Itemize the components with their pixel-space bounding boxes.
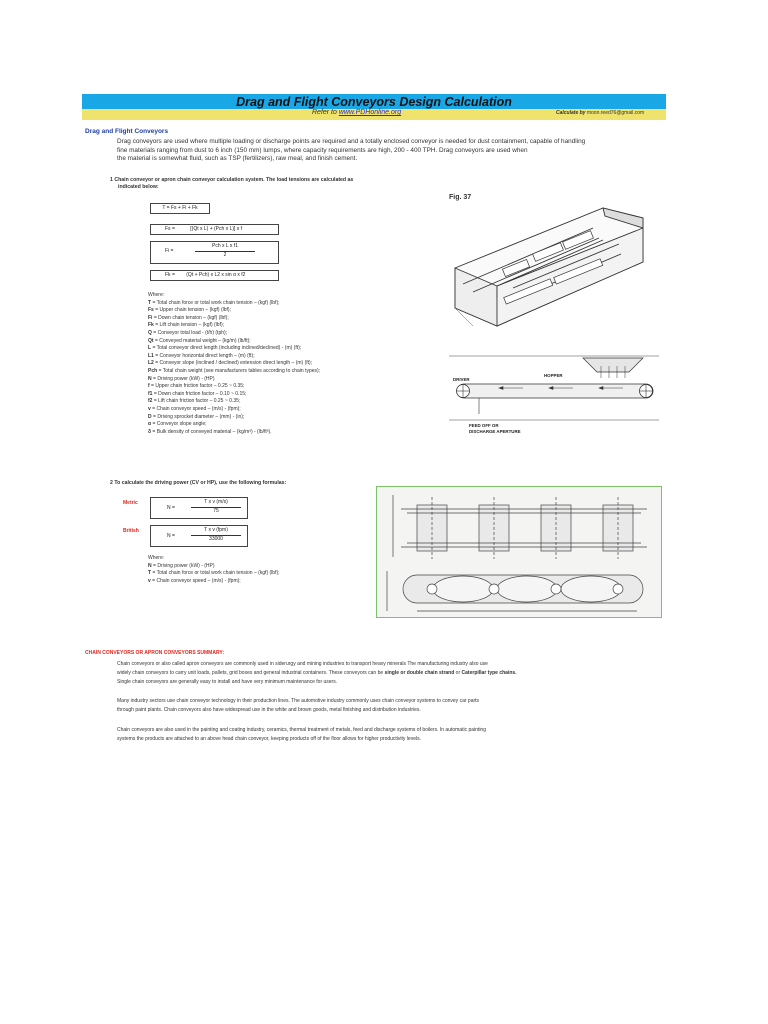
summary-line: through paint plants. Chain conveyors also have widespread use in the white and brown goods, metal finishing and distribution industries. <box>117 706 421 713</box>
definition-symbol: L <box>148 345 152 352</box>
definition-symbol: Fk <box>148 322 154 329</box>
intro-paragraph <box>117 138 657 164</box>
summary-line: Chain conveyors or also called apron conveyors are commonly used in siderurgy and mining industries to transport heavy minerals The manufacturing industry also use <box>117 661 488 667</box>
summary-text: widely chain conveyors to carry unit loads, pallets, grid boxes and general industrial containers. These conveyors can be <box>117 669 385 676</box>
section1-definitions <box>148 292 438 436</box>
british-num: T x v (fpm) <box>204 527 228 533</box>
definition-symbol: Fi <box>148 314 153 321</box>
definition-row <box>148 368 438 376</box>
section1-title <box>110 177 410 192</box>
definition-symbol: D <box>148 413 152 420</box>
definition-row <box>148 421 438 429</box>
definition-symbol: T <box>148 299 152 306</box>
intro-line: the material is somewhat fluid, such as TSP (fertilizers), raw meal, and finish cement. <box>117 155 358 163</box>
formula-total: T = Fs + Fi + Fk <box>150 203 210 214</box>
definition-symbol: δ <box>148 428 152 435</box>
definition-symbol: f2 <box>148 398 153 405</box>
chain-drawing <box>376 486 662 618</box>
metric-label: Metric <box>123 500 138 506</box>
definition-row <box>148 300 438 308</box>
refer-prefix: Refer to <box>312 109 337 116</box>
definition-row <box>148 360 438 368</box>
definition-symbol: N <box>148 375 152 382</box>
definition-row <box>148 330 438 338</box>
summary-paragraph-2 <box>117 697 677 715</box>
where-label: Where: <box>148 555 165 561</box>
definition-row <box>148 376 438 384</box>
definition-text: = Total chain force or total work chain tension – (kgf) (lbf); <box>151 570 280 577</box>
conveyor-figure <box>443 188 665 448</box>
summary-line: Chain conveyors are also used in the painting and coating industry, ceramics, thermal treatment of metals, feed and discharge systems of boilers. In automatic painting <box>117 727 486 733</box>
definition-symbol: Pch <box>148 367 158 374</box>
summary-paragraph-1 <box>117 660 677 686</box>
metric-den: 75 <box>213 508 219 514</box>
formula-fs <box>150 224 279 235</box>
summary-paragraph-3 <box>117 726 677 744</box>
definition-text: = Lift chain tension – (kgf) (lbf); <box>153 322 225 329</box>
definition-row <box>148 391 438 399</box>
definition-symbol: L1 <box>148 352 154 359</box>
definition-text: = Lift chain friction factor – 0.25 ~ 0.35; <box>152 398 241 405</box>
definition-text: = Down chain tension – (kgf) (lbf); <box>152 314 229 321</box>
formula-fi <box>150 241 279 264</box>
definition-row <box>148 345 438 353</box>
definition-symbol: v <box>148 405 151 412</box>
formula-british <box>150 525 248 547</box>
fs-expr: [(Qt x L) + (Pch x L)] x f <box>190 226 243 232</box>
summary-line: Many industry sectors use chain conveyor technology in their production lines. The automotive industry commonly uses chain conveyor systems to convey car parts <box>117 698 480 704</box>
where-label: Where: <box>148 292 165 298</box>
definition-row <box>148 353 438 361</box>
definition-row <box>148 338 438 346</box>
definition-symbol: N <box>148 562 152 569</box>
fig-label: Fig. 37 <box>449 194 472 201</box>
hopper-label: HOPPER <box>544 373 563 378</box>
summary-line: systems the products are attached to an above head chain conveyor, keeping products off of the floor allows for higher productivity levels. <box>117 735 421 742</box>
formula-fk <box>150 270 279 281</box>
summary-text: or <box>454 669 462 676</box>
refer-text <box>312 109 401 116</box>
definition-text: = Chain conveyor speed – (m/s) - (fpm); <box>150 405 241 412</box>
definition-text: = Driving power (kW) - (HP) <box>151 375 215 382</box>
definition-text: = Total chain force or total work chain tension – (kgf) (lbf); <box>151 299 280 306</box>
definition-text: = Total chain weight (see manufacturers tables according to chain types); <box>157 367 321 374</box>
section1-title-line: 1 Chain conveyor or apron chain conveyor calculation system. The load tensions are calculated as <box>110 177 354 183</box>
page-title: Drag and Flight Conveyors Design Calculation <box>236 95 512 109</box>
british-den: 33000 <box>209 536 223 542</box>
summary-line: Single chain conveyors are generally easy to install and have very minimum maintenance for users. <box>117 678 338 685</box>
discharge-label: DISCHARGE APERTURE <box>469 429 521 434</box>
definition-text: = Down chain friction factor – 0.10 ~ 0.15; <box>152 390 247 397</box>
definition-text: = Bulk density of conveyed material – (kg/m³) - (lb/ft³). <box>151 428 272 435</box>
summary-heading: CHAIN CONVEYORS OR APRON CONVEYORS SUMMARY: <box>85 650 224 656</box>
chain-link-diagram <box>377 487 661 617</box>
definition-text: = Conveyed material weight – (kg/m) (lb/ft); <box>153 337 251 344</box>
intro-line: Drag conveyors are used where multiple loading or discharge points are required and a totally enclosed conveyor is needed for dust containment, capable of handling <box>117 138 586 145</box>
definition-row <box>148 414 438 422</box>
fi-den: 2 <box>223 252 227 258</box>
british-label: British <box>123 528 139 534</box>
belt <box>457 384 653 398</box>
definition-text: = Upper chain tension – (kgf) (lbf); <box>153 307 231 314</box>
fk-label: Fk = <box>165 272 175 278</box>
definition-text: = Upper chain friction factor – 0.25 ~ 0.35; <box>149 383 245 390</box>
british-n-label: N = <box>167 533 175 539</box>
definition-row <box>148 398 438 406</box>
definition-symbol: Q <box>148 329 152 336</box>
definition-text: = Driving power (kW) - (HP) <box>151 562 215 569</box>
definition-symbol: Fs <box>148 307 154 314</box>
definition-text: = Conveyor slope (inclined / declined) extension direct length – (m) (ft); <box>153 360 313 367</box>
definition-symbol: α <box>148 421 152 428</box>
fi-label: Fi = <box>165 248 174 254</box>
fs-label: Fs = <box>165 226 175 232</box>
definition-row <box>148 383 438 391</box>
definition-row <box>148 406 438 414</box>
section2-title: 2 To calculate the driving power (CV or HP), use the following formulas: <box>110 480 287 486</box>
metric-n-label: N = <box>167 505 175 511</box>
metric-num: T x v (m/s) <box>204 499 228 505</box>
calc-label: Calculate by <box>556 110 586 116</box>
definition-text: = Conveyor total load - (t/h) (tph); <box>151 329 228 336</box>
definition-row <box>148 429 438 437</box>
calc-by <box>556 110 644 116</box>
intro-heading: Drag and Flight Conveyors <box>85 128 169 135</box>
definition-text: = Conveyor horizontal direct length – (m) (ft); <box>153 352 255 359</box>
summary-bold-caterpillar: Caterpillar type chains. <box>461 669 517 676</box>
definition-text: = Total conveyor direct length (including inclined/declined) - (m) (ft); <box>151 345 302 352</box>
definition-text: = Chain conveyor speed – (m/s) - (fpm); <box>150 577 241 584</box>
definition-symbol: f <box>148 383 150 390</box>
definition-row <box>148 315 438 323</box>
definition-symbol: v <box>148 577 151 584</box>
refer-bar <box>82 109 666 120</box>
definition-symbol: Qt <box>148 337 154 344</box>
fi-num: Pch x L x f1 <box>212 243 238 249</box>
fk-expr: (Qt + Pch) x L2 x sin α x f2 <box>186 272 246 278</box>
summary-bold-strand: single or double chain strand <box>384 669 455 676</box>
definition-text: = Driving sprocket diameter – (mm) - (in); <box>151 413 245 420</box>
section1-title-line: indicated below: <box>118 184 159 191</box>
refer-link[interactable]: www.PDHonline.org <box>338 109 402 116</box>
definition-row <box>148 322 438 330</box>
intro-line: fine materials ranging from dust to 6 inch (150 mm) lumps, where capacity requirements are high, 200 - 400 TPH. Drag conveyors are used when <box>117 146 528 154</box>
feed-off-label: FEED OFF OR <box>469 423 499 428</box>
definition-symbol: T <box>148 570 152 577</box>
definition-symbol: L2 <box>148 360 154 367</box>
calc-email: moon.reed76@gmail.com <box>586 110 645 116</box>
definition-symbol: f1 <box>148 390 153 397</box>
driver-label: DRIVER <box>453 377 470 382</box>
definition-row <box>148 307 438 315</box>
formula-metric <box>150 497 248 519</box>
summary-line <box>117 669 677 678</box>
drag-conveyor-diagram <box>443 188 665 448</box>
definition-text: = Conveyor slope angle; <box>151 421 207 428</box>
